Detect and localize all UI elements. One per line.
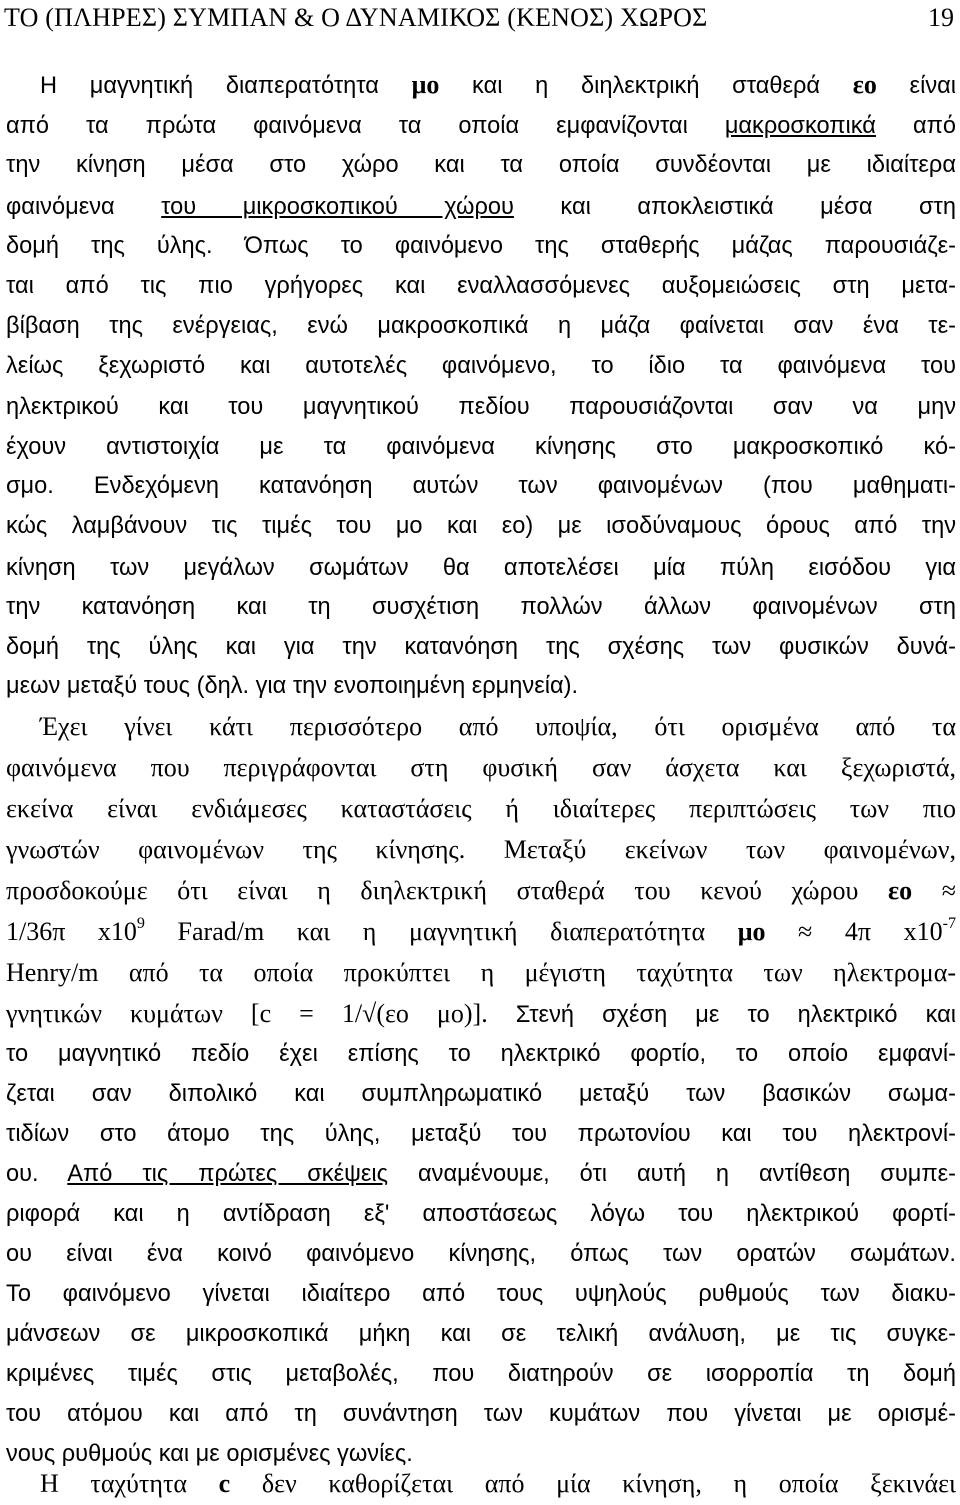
paragraph-1-line: ηλεκτρικού και του μαγνητικού πεδίου παρουσιάζονται σαν να μην bbox=[6, 394, 956, 420]
paragraph-2-line: γνητικών κυμάτων [c = 1/√(εο μο)]. Στενή σχέση με το ηλεκτρικό και bbox=[6, 999, 956, 1028]
paragraph-1-line: δομή της ύλης. Όπως το φαινόμενο της σταθερής μάζας παρουσιάζε- bbox=[6, 233, 956, 259]
paragraph-2-line: προσδοκούμε ότι είναι η διηλεκτρική σταθερά του κενού χώρου εο ≈ bbox=[6, 876, 956, 905]
paragraph-1-line: δομή της ύλης και για την κατανόηση της σχέσης των φυσικών δυνά- bbox=[6, 634, 956, 660]
paragraph-2-line: ου. Από τις πρώτες σκέψεις αναμένουμε, ότι αυτή η αντίθεση συμπε- bbox=[6, 1161, 957, 1187]
paragraph-1-line: την κατανόηση και τη συσχέτιση πολλών άλλων φαινομένων στη bbox=[6, 594, 956, 620]
paragraph-2-line: γνωστών φαινομένων της κίνησης. Μεταξύ εκείνων των φαινομένων, bbox=[6, 835, 956, 864]
paragraph-2-line: Το φαινόμενο γίνεται ιδιαίτερο από τους υψηλούς ρυθμούς των διακυ- bbox=[6, 1281, 956, 1307]
paragraph-2-line: νους ρυθμούς και με ορισμένες γωνίες. bbox=[6, 1441, 413, 1467]
running-title: ΤΟ (ΠΛΗΡΕΣ) ΣΥΜΠΑΝ & Ο ΔΥΝΑΜΙΚΟΣ (ΚΕΝΟΣ) ΧΩΡΟΣ bbox=[4, 3, 708, 32]
paragraph-1-line: σμο. Ενδεχόμενη κατανόηση αυτών των φαινομένων (που μαθηματι- bbox=[6, 473, 956, 499]
paragraph-1-line: κώς λαμβάνουν τις τιμές του μο και εο) με ισοδύναμους όρους από την bbox=[6, 513, 956, 539]
paragraph-1-line: κίνηση των μεγάλων σωμάτων θα αποτελέσει μία πύλη εισόδου για bbox=[6, 555, 956, 581]
page-header bbox=[4, 1, 954, 35]
paragraph-1-line: έχουν αντιστοιχία με τα φαινόμενα κίνησης στο μακροσκοπικό κό- bbox=[6, 434, 956, 460]
paragraph-1-line: από τα πρώτα φαινόμενα τα οποία εμφανίζονται μακροσκοπικά από bbox=[6, 113, 956, 139]
paragraph-2-line: το μαγνητικό πεδίο έχει επίσης το ηλεκτρικό φορτίο, το οποίο εμφανί- bbox=[6, 1041, 956, 1067]
paragraph-1-line: Η μαγνητική διαπερατότητα μο και η διηλεκτρική σταθερά εο είναι bbox=[40, 70, 956, 99]
paragraph-2-line: Henry/m από τα οποία προκύπτει η μέγιστη ταχύτητα των ηλεκτρομα- bbox=[6, 958, 956, 987]
paragraph-2-line: του ατόμου και από τη συνάντηση των κυμάτων που γίνεται με ορισμέ- bbox=[6, 1401, 956, 1427]
paragraph-2-line: τιδίων στο άτομο της ύλης, μεταξύ του πρωτονίου και του ηλεκτρονί- bbox=[6, 1121, 956, 1147]
paragraph-1-line: μεων μεταξύ τους (δηλ. για την ενοποιημένη ερμηνεία). bbox=[6, 673, 579, 699]
paragraph-1-line: ται από τις πιο γρήγορες και εναλλασσόμενες αυξομειώσεις στη μετα- bbox=[6, 273, 956, 299]
paragraph-2-line: εκείνα είναι ενδιάμεσες καταστάσεις ή ιδιαίτερες περιπτώσεις των πιο bbox=[6, 794, 956, 823]
paragraph-3-line: Η ταχύτητα c δεν καθορίζεται από μία κίνηση, η οποία ξεκινάει bbox=[40, 1469, 957, 1498]
paragraph-2-line: κριμένες τιμές στις μεταβολές, που διατηρούν σε ισορροπία τη δομή bbox=[6, 1361, 956, 1387]
paragraph-2-line: ζεται σαν διπολικό και συμπληρωματικό μεταξύ των βασικών σωμα- bbox=[6, 1081, 956, 1107]
paragraph-1-line: λείως ξεχωριστό και αυτοτελές φαινόμενο, το ίδιο τα φαινόμενα του bbox=[6, 353, 956, 379]
paragraph-2-line: μάνσεων σε μικροσκοπικά μήκη και σε τελική ανάλυση, με τις συγκε- bbox=[6, 1321, 956, 1347]
page-number: 19 bbox=[928, 3, 954, 32]
paragraph-2-line: 1/36π $x10^9$ Farad/m και η μαγνητική διαπερατότητα μο ≈ 4π $x10^{-7}$ bbox=[6, 914, 956, 946]
paragraph-2-line: φαινόμενα που περιγράφονται στη φυσική σαν άσχετα και ξεχωριστά, bbox=[6, 753, 956, 782]
paragraph-2-line: ριφορά και η αντίδραση εξ' αποστάσεως λόγω του ηλεκτρικού φορτί- bbox=[6, 1201, 956, 1227]
paragraph-1-line: την κίνηση μέσα στο χώρο και τα οποία συνδέονται με ιδιαίτερα bbox=[6, 152, 956, 178]
paragraph-2-line: ου είναι ένα κοινό φαινόμενο κίνησης, όπως των ορατών σωμάτων. bbox=[6, 1241, 956, 1267]
paragraph-1-line: φαινόμενα του μικροσκοπικού χώρου και αποκλειστικά μέσα στη bbox=[6, 194, 957, 220]
paragraph-1-line: βίβαση της ενέργειας, ενώ μακροσκοπικά η μάζα φαίνεται σαν ένα τε- bbox=[6, 313, 956, 339]
paragraph-2-line: Έχει γίνει κάτι περισσότερο από υποψία, ότι ορισμένα από τα bbox=[40, 712, 956, 741]
